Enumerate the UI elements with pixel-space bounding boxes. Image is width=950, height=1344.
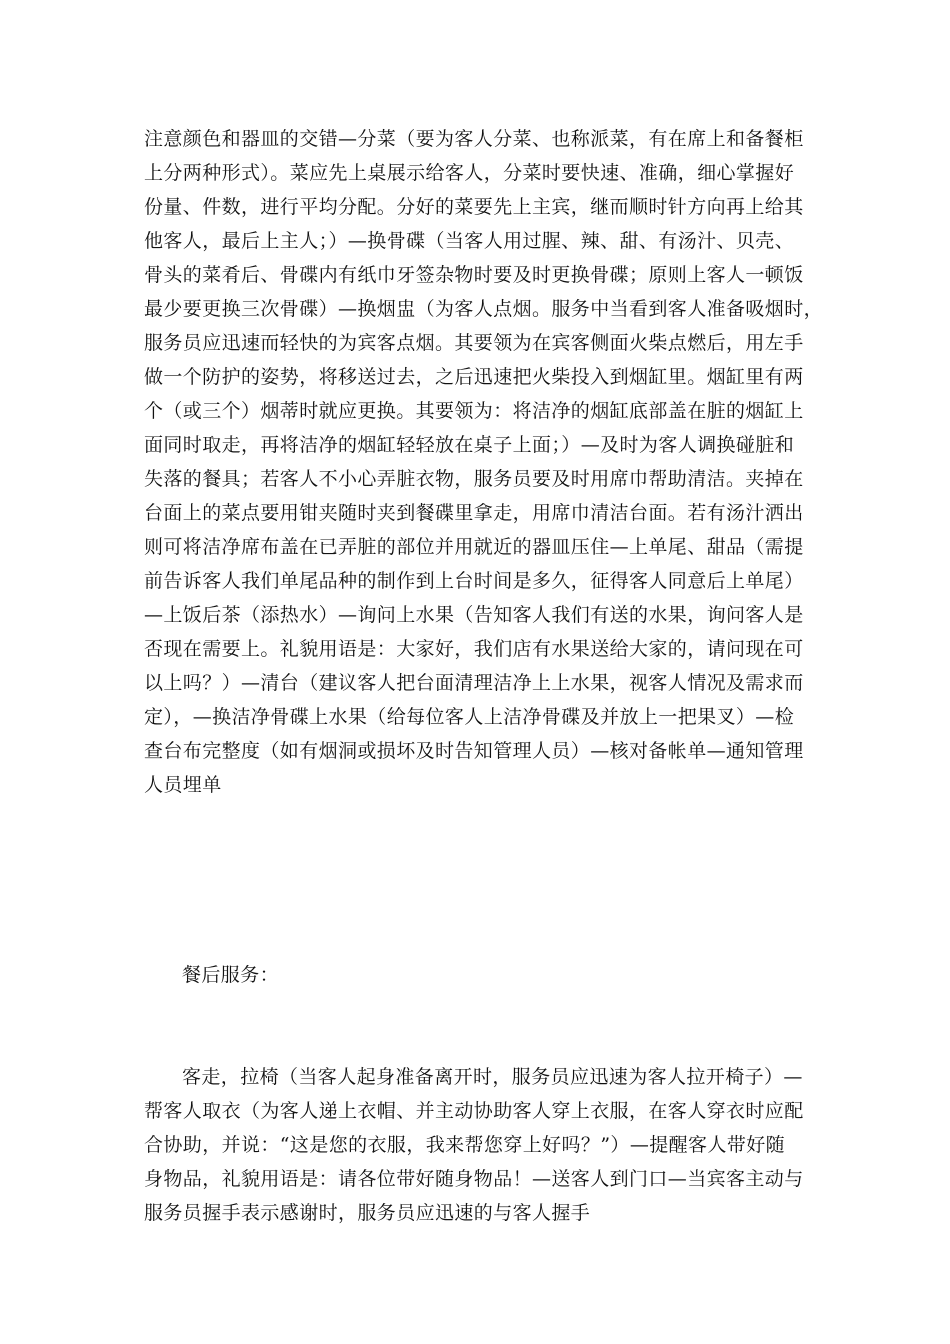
text-line: 帮客人取衣（为客人递上衣帽、并主动协助客人穿上衣服，在客人穿衣时应配: [144, 1100, 804, 1122]
paragraph-table-service: [144, 122, 824, 802]
text-line: 份量、件数，进行平均分配。分好的菜要先上主宾，继而顺时针方向再上给其: [144, 196, 804, 218]
text-line: 失落的餐具；若客人不小心弄脏衣物，服务员要及时用席巾帮助清洁。夹掉在: [144, 468, 804, 490]
text-line: 上分两种形式）。菜应先上桌展示给客人，分菜时要快速、准确，细心掌握好: [144, 162, 795, 184]
text-line: 则可将洁净席布盖在已弄脏的部位并用就近的器皿压住—上单尾、甜品（需提: [144, 536, 804, 558]
text-line: 个（或三个）烟蒂时就应更换。其要领为：将洁净的烟缸底部盖在脏的烟缸上: [144, 400, 804, 422]
text-line: 服务员握手表示感谢时，服务员应迅速的与客人握手: [144, 1202, 591, 1224]
section-heading-after-meal: [144, 958, 808, 992]
text-line: 客走，拉椅（当客人起身准备离开时，服务员应迅速为客人拉开椅子）—: [182, 1066, 803, 1088]
text-line: —上饭后茶（添热水）—询问上水果（告知客人我们有送的水果，询问客人是: [144, 604, 804, 626]
text-line: 前告诉客人我们单尾品种的制作到上台时间是多久，征得客人同意后上单尾）: [144, 570, 804, 592]
text-line: 查台布完整度（如有烟洞或损坏及时告知管理人员）—核对备帐单—通知管理: [144, 740, 804, 762]
text-line: 身物品，礼貌用语是：请各位带好随身物品！—送客人到门口—当宾客主动与: [144, 1168, 804, 1190]
text-line: 服务员应迅速而轻快的为宾客点烟。其要领为在宾客侧面火柴点燃后，用左手: [144, 332, 804, 354]
section-heading-text: 餐后服务：: [182, 964, 280, 986]
text-line: 以上吗？）—清台（建议客人把台面清理洁净上上水果，视客人情况及需求而: [144, 672, 804, 694]
text-line: 定），—换洁净骨碟上水果（给每位客人上洁净骨碟及并放上一把果叉）—检: [144, 706, 795, 728]
text-line: 他客人，最后上主人；）—换骨碟（当客人用过腥、辣、甜、有汤汁、贝壳、: [144, 230, 795, 252]
text-line: 否现在需要上。礼貌用语是：大家好，我们店有水果送给大家的，请问现在可: [144, 638, 804, 660]
text-line: 最少要更换三次骨碟）—换烟盅（为客人点烟。服务中当看到客人准备吸烟时，: [144, 298, 824, 320]
text-line: 骨头的菜肴后、骨碟内有纸巾牙签杂物时要及时更换骨碟；原则上客人一顿饭: [144, 264, 804, 286]
text-line: 面同时取走，再将洁净的烟缸轻轻放在桌子上面；）—及时为客人调换碰脏和: [144, 434, 795, 456]
text-line: 台面上的菜点要用钳夹随时夹到餐碟里拿走，用席巾清洁台面。若有汤汁洒出: [144, 502, 804, 524]
text-line: 合协助，并说：“这是您的衣服，我来帮您穿上好吗？”）—提醒客人带好随: [144, 1134, 786, 1156]
text-line: 人员埋单: [144, 774, 222, 796]
text-line: 注意颜色和器皿的交错—分菜（要为客人分菜、也称派菜，有在席上和备餐柜: [144, 128, 804, 150]
text-line: 做一个防护的姿势，将移送过去，之后迅速把火柴投入到烟缸里。烟缸里有两: [144, 366, 804, 388]
paragraph-after-meal-service: [144, 1060, 808, 1230]
